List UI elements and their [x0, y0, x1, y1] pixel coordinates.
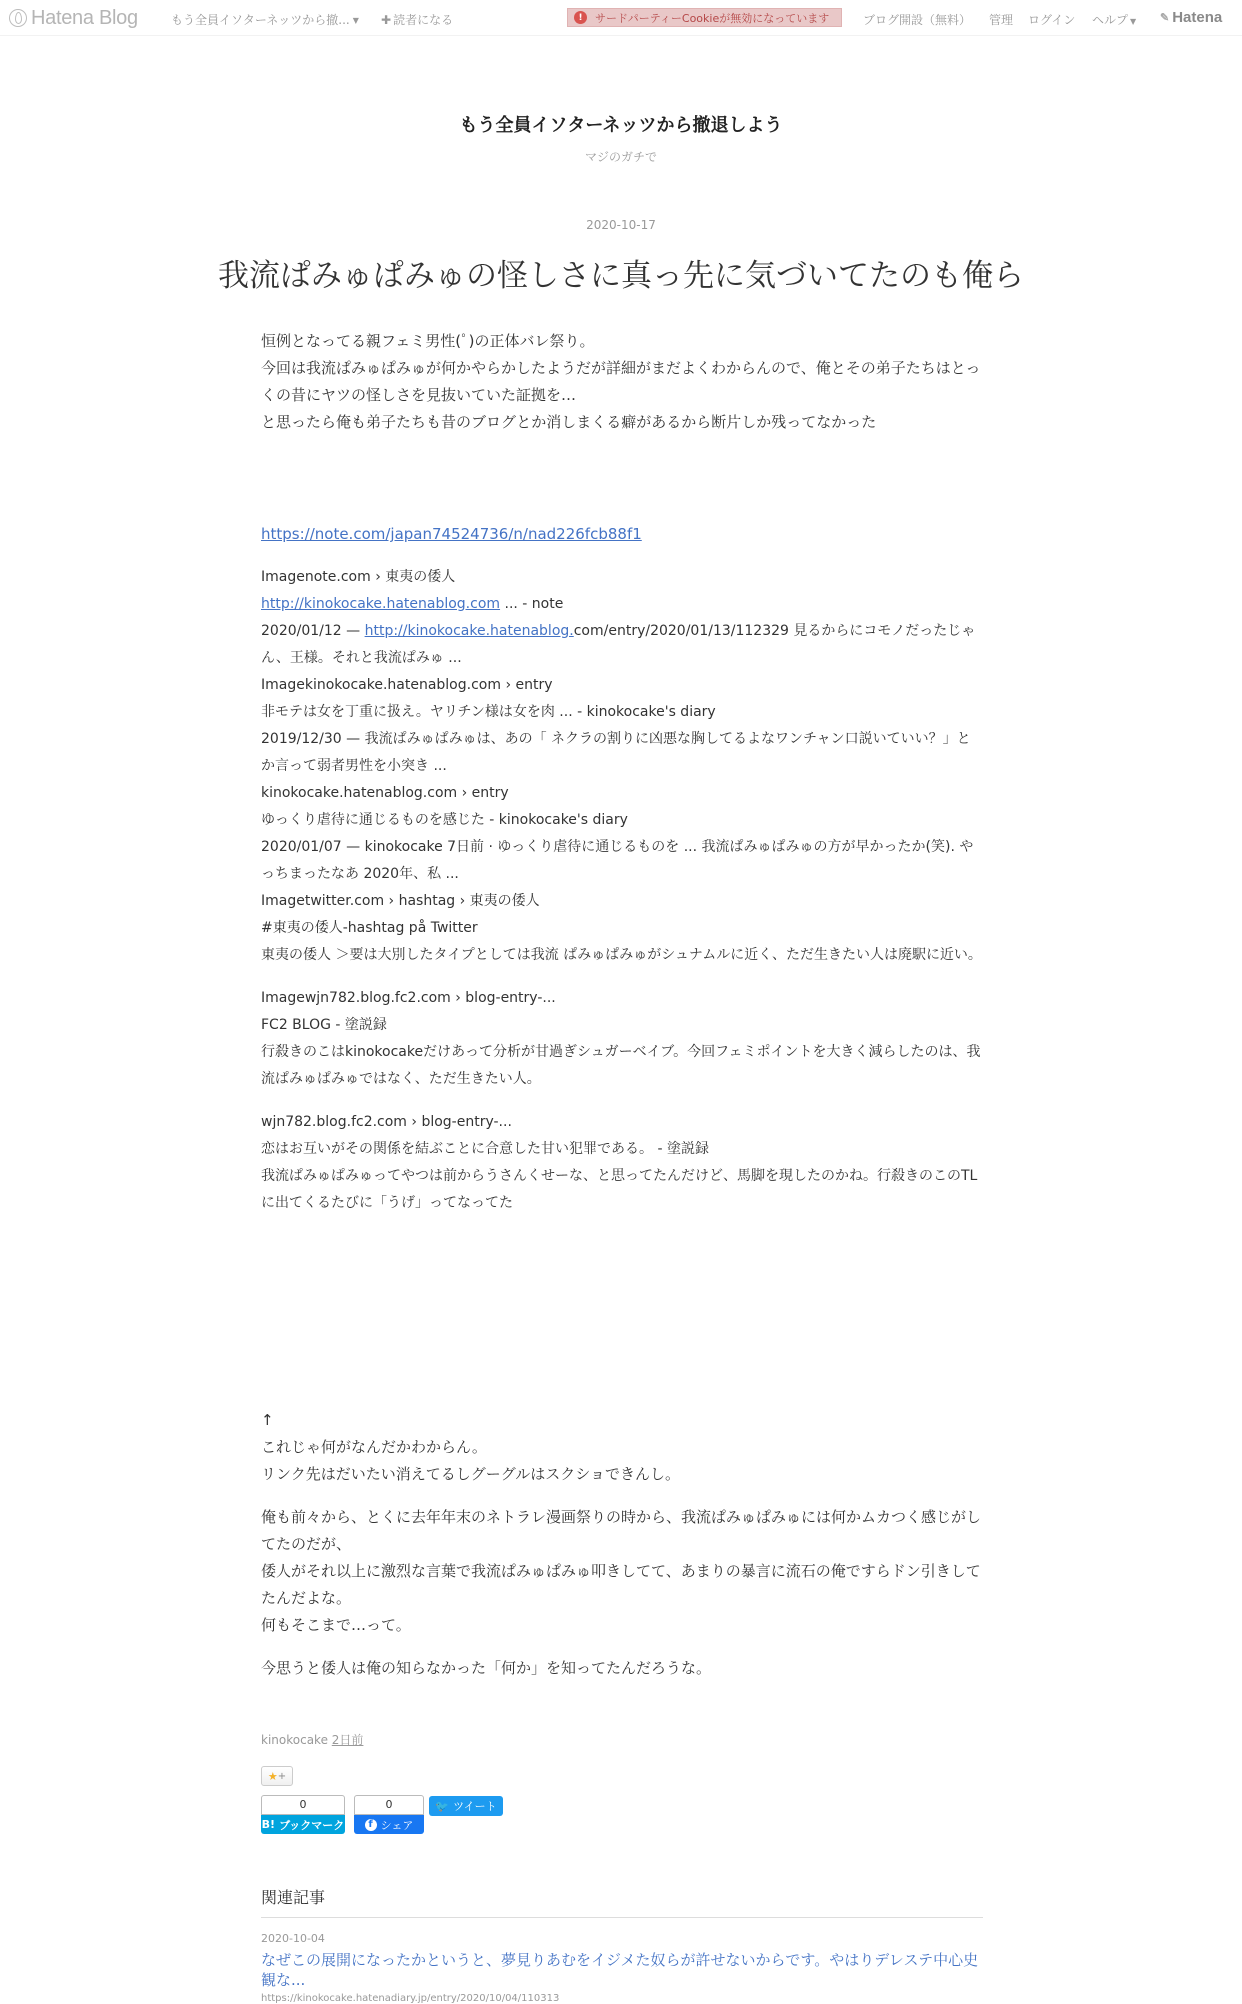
cookie-warning-text: サードパーティーCookieが無効になっています — [595, 11, 830, 25]
help-label: ヘルプ — [1092, 13, 1129, 27]
facebook-share-count: 0 — [354, 1795, 424, 1815]
note-link[interactable]: https://note.com/japan74524736/n/nad226fcb88f1 — [261, 525, 642, 543]
para2-line-1: 俺も前々から、とくに去年年末のネトラレ漫画祭りの時から、我流ぱみゅぱみゅには何かムカつく感じがしてたのだが、 — [261, 1508, 982, 1553]
entry-footer — [261, 1731, 363, 1748]
kinokocake-link-2[interactable]: http://kinokocake.hatenablog. — [364, 623, 574, 639]
warning-icon: ! — [574, 11, 587, 24]
nav-link-admin[interactable]: 管理 — [989, 13, 1014, 27]
cookie-warning-banner[interactable] — [567, 8, 842, 27]
quote1-link-line — [261, 591, 983, 618]
quote1-source4: Imagetwitter.com › hashtag › 東夷の倭人 — [261, 893, 540, 909]
hatena-logo-icon: ✎ — [1160, 12, 1170, 24]
hatena-blog-logo-text: Hatena Blog — [31, 6, 138, 29]
plus-icon: + — [277, 1770, 287, 1782]
spacer — [261, 436, 983, 521]
hatena-blog-logo-icon — [9, 9, 27, 27]
star-icon: ★ — [267, 1769, 278, 1783]
spacer — [261, 1093, 983, 1109]
posted-ago[interactable]: 2日前 — [331, 1733, 364, 1747]
blog-menu-label: もう全員イソターネッツから撤... — [171, 13, 350, 27]
quote1-text3: 2020/01/07 — kinokocake 7日前 · ゆっくり虐待に通じるものを ... 我流ぱみゅぱみゅの方が早かったか(笑). やっちまったなあ 2020年、私 ... — [261, 839, 974, 882]
facebook-share-label: シェア — [380, 1818, 414, 1832]
kinokocake-link[interactable]: http://kinokocake.hatenablog.com — [261, 596, 501, 612]
plus-icon: ✚ — [381, 13, 392, 27]
entry-date[interactable]: 2020-10-17 — [586, 218, 656, 232]
quote1-source3: kinokocake.hatenablog.com › entry — [261, 785, 509, 801]
quote1-source: Imagenote.com › 東夷の倭人 — [261, 569, 456, 585]
facebook-share-widget[interactable] — [354, 1795, 424, 1834]
related-entry-title[interactable]: なぜこの展開になったかというと、夢見りあむをイジメた奴らが許せないからです。やはりデレステ中心史観な... — [261, 1951, 979, 1989]
spacer — [261, 969, 983, 985]
related-entries-heading: 関連記事 — [261, 1885, 983, 1918]
arrow-up-text: ↑ — [261, 1411, 274, 1429]
quote1-text-suffix: com/entry/2020/01/13/112329 見るからにコモノだったじゃん、王様。それと我流ぱみゅ ... — [261, 623, 976, 666]
caret-down-icon: ▼ — [1130, 17, 1137, 26]
subscribe-button[interactable] — [381, 11, 453, 28]
quote1-date: 2020/01/12 — — [261, 623, 365, 639]
spacer — [261, 548, 983, 564]
quote1-heading3: ゆっくり虐待に通じるものを感じた - kinokocake's diary — [261, 812, 628, 828]
after-line-2: リンク先はだいたい消えてるしグーグルはスクショできんし。 — [261, 1465, 680, 1483]
subscribe-label: 読者になる — [393, 13, 454, 27]
facebook-icon: f — [365, 1819, 377, 1831]
blog-menu-dropdown[interactable] — [171, 11, 359, 28]
quote2-heading: FC2 BLOG - 塗説録 — [261, 1017, 387, 1033]
para2-line-2: 倭人がそれ以上に激烈な言葉で我流ぱみゅぱみゅ叩きしてて、あまりの暴言に流石の俺ですらドン引きしてたんだよな。 — [261, 1562, 981, 1607]
facebook-share-button[interactable] — [354, 1815, 424, 1834]
intro-line-3: と思ったら俺も弟子たちも昔のブログとか消しまくる癖があるから断片しか残ってなかった — [261, 413, 877, 431]
hatena-blog-logo[interactable] — [9, 7, 138, 29]
entry-content — [261, 328, 983, 1682]
closing-line: 今思うと倭人は俺の知らなかった「何か」を知ってたんだろうな。 — [261, 1659, 712, 1677]
top-navbar — [0, 0, 1242, 36]
quote3-source: wjn782.blog.fc2.com › blog-entry-... — [261, 1114, 512, 1130]
author-name[interactable]: kinokocake — [261, 1733, 328, 1747]
para2-line-3: 何もそこまで…って。 — [261, 1616, 411, 1634]
quote1-heading4: #東夷の倭人-hashtag på Twitter — [261, 920, 478, 936]
spacer — [261, 1488, 983, 1504]
quote1-heading2: 非モテは女を丁重に扱え。ヤリチン様は女を肉 ... - kinokocake's diary — [261, 704, 716, 720]
quote3-text: 我流ぱみゅぱみゅってやつは前からうさんくせーな、と思ってたんだけど、馬脚を現したのかね。行殺きのこのTLに出てくるたびに「うげ」ってなってた — [261, 1168, 978, 1211]
tweet-label: ツイート — [453, 1800, 497, 1813]
spacer — [261, 1217, 983, 1407]
intro-line-2: 今回は我流ぱみゅぱみゅが何かやらかしたようだが詳細がまだよくわからんので、俺とその弟子たちはとっくの昔にヤツの怪しさを見抜いていた証拠を… — [261, 359, 981, 404]
related-entry-date: 2020-10-04 — [261, 1932, 325, 1945]
quote2-source: Imagewjn782.blog.fc2.com › blog-entry-... — [261, 990, 556, 1006]
hatena-bookmark-icon: B! — [261, 1818, 276, 1831]
spacer — [261, 1639, 983, 1655]
twitter-bird-icon: 🐦 — [435, 1799, 450, 1813]
intro-line-1: 恒例となってる親フェミ男性(ﾟ)の正体バレ祭り。 — [261, 332, 595, 350]
nav-link-login[interactable]: ログイン — [1028, 13, 1076, 27]
caret-down-icon: ▼ — [352, 16, 359, 25]
quote3-heading: 恋はお互いがその関係を結ぶことに合意した甘い犯罪である。 - 塗説録 — [261, 1141, 709, 1157]
after-line-1: これじゃ何がなんだかわからん。 — [261, 1438, 487, 1456]
related-entry-url[interactable]: https://kinokocake.hatenadiary.jp/entry/2020/10/04/110313 — [261, 1993, 560, 2004]
hatena-bookmark-button[interactable] — [261, 1815, 345, 1834]
quote2-text: 行殺きのこはkinokocakeだけあって分析が甘過ぎシュガーベイブ。今回フェミポイントを大きく減らしたのは、我流ぱみゅぱみゅではなく、ただ生きたい人。 — [261, 1044, 981, 1087]
nav-link-create-blog[interactable]: ブログ開設（無料） — [863, 13, 972, 27]
hatena-logo[interactable] — [1160, 9, 1222, 26]
nav-link-help[interactable] — [1092, 11, 1136, 28]
hatena-bookmark-widget[interactable] — [261, 1795, 345, 1834]
hatena-bookmark-count: 0 — [261, 1795, 345, 1815]
blog-description: マジのガチで — [584, 150, 657, 164]
quote1-text4: 東夷の倭人 ＞要は大別したタイプとしては我流 ぱみゅぱみゅがシュナムルに近く、ただ生きたい人は廃駅に近い。 — [261, 947, 982, 963]
quote1-text2: 2019/12/30 — 我流ぱみゅぱみゅは、あの「 ネクラの割りに凶悪な胸してるよなワンチャン口説いていい？」とか言って弱者男性を小突き ... — [261, 731, 971, 774]
add-star-button[interactable] — [261, 1766, 293, 1786]
tweet-button[interactable] — [429, 1796, 503, 1816]
entry-title[interactable]: 我流ぱみゅぱみゅの怪しさに真っ先に気づいてたのも俺ら — [218, 258, 1024, 294]
quote1-source2: Imagekinokocake.hatenablog.com › entry — [261, 677, 553, 693]
quote1-link-suffix: ... - note — [500, 596, 564, 612]
blog-title[interactable]: もう全員イソターネッツから撤退しよう — [459, 115, 783, 136]
quote1-text — [261, 618, 983, 672]
hatena-logo-text: Hatena — [1172, 9, 1223, 26]
hatena-bookmark-label: ブックマーク — [279, 1818, 345, 1832]
